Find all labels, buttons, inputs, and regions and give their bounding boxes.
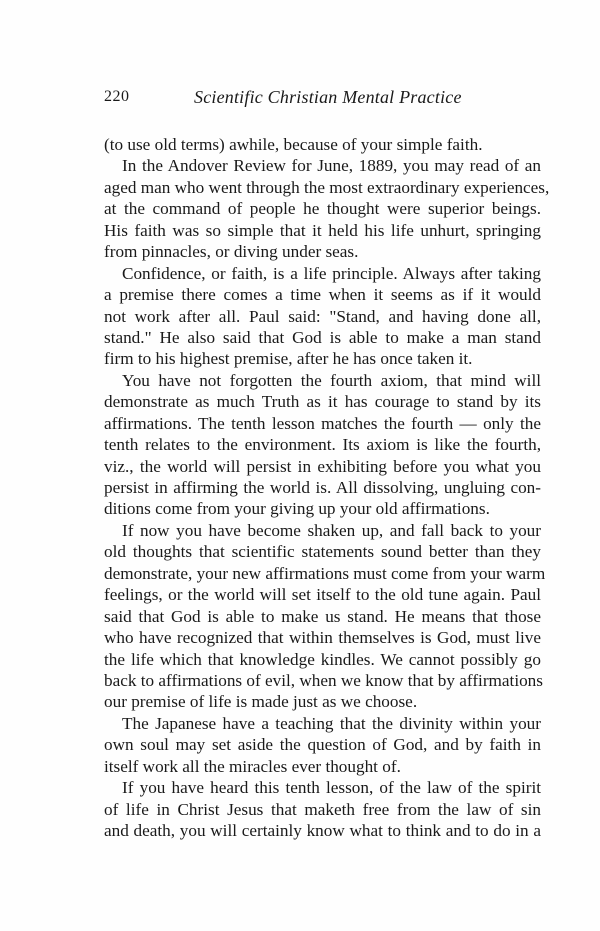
text-line: ditions come from your giving up your old affirmations. (104, 499, 490, 519)
text-line: Confidence, or faith, is a life principle. Always after taking (122, 263, 541, 283)
text-line: persist in affirming the world is. All dissolving, ungluing con- (104, 478, 541, 497)
paragraph (104, 520, 546, 713)
paragraph (104, 370, 541, 520)
running-title: Scientific Christian Mental Practice (194, 87, 462, 107)
text-line: feelings, or the world will set itself to the old tune again. Paul (104, 585, 541, 605)
text-line: aged man who went through the most extraordinary experiences, (104, 177, 550, 197)
text-line: from pinnacles, or diving under seas. (104, 242, 359, 262)
text-line: demonstrate, your new affirmations must come from your warm (104, 563, 546, 583)
text-line: If you have heard this tenth lesson, of the law of the spirit (122, 778, 541, 798)
text-line: old thoughts that scientific statements sound better than they (104, 542, 541, 562)
text-line: a premise there comes a time when it seems as if it would (104, 285, 541, 305)
text-line: not work after all. Paul said: "Stand, and having done all, (104, 306, 541, 326)
text-line: firm to his highest premise, after he has once taken it. (104, 349, 473, 369)
text-line: You have not forgotten the fourth axiom, that mind will (122, 370, 541, 390)
text-line: and death, you will certainly know what to think and to do in a (104, 821, 541, 840)
text-line: itself work all the miracles ever thought of. (104, 756, 401, 776)
text-line: viz., the world will persist in exhibiting before you what you (104, 456, 541, 476)
text-line: of life in Christ Jesus that maketh free from the law of sin (104, 799, 541, 819)
paragraph (104, 263, 541, 370)
text-line: back to affirmations of evil, when we know that by affirmations (104, 670, 543, 690)
running-head (104, 88, 541, 110)
text-line: the life which that knowledge kindles. We cannot possibly go (104, 649, 541, 669)
text-line: said that God is able to make us stand. He means that those (104, 606, 541, 626)
text-line: who have recognized that within themselves is God, must live (104, 628, 541, 648)
text-line: demonstrate as much Truth as it has courage to stand by its (104, 392, 541, 412)
paragraph (104, 713, 541, 777)
page-number: 220 (104, 88, 130, 105)
text-line: affirmations. The tenth lesson matches the fourth — only the (104, 413, 541, 433)
text-line: tenth relates to the environment. Its axiom is like the fourth, (104, 435, 541, 455)
text-line: The Japanese have a teaching that the divinity within your (122, 713, 541, 733)
text-line: stand." He also said that God is able to make a man stand (104, 327, 541, 347)
text-line: In the Andover Review for June, 1889, you may read of an (122, 156, 541, 176)
body-text (104, 134, 550, 841)
paragraph (104, 134, 541, 155)
text-line: If now you have become shaken up, and fall back to your (122, 520, 541, 540)
text-line: His faith was so simple that it held his life unhurt, springing (104, 220, 541, 240)
text-line: our premise of life is made just as we choose. (104, 692, 418, 712)
paragraph (104, 777, 541, 841)
text-line: at the command of people he thought were superior beings. (104, 199, 541, 219)
text-line: own soul may set aside the question of God, and by faith in (104, 735, 541, 755)
text-line: (to use old terms) awhile, because of your simple faith. (104, 135, 483, 154)
paragraph (104, 155, 550, 262)
